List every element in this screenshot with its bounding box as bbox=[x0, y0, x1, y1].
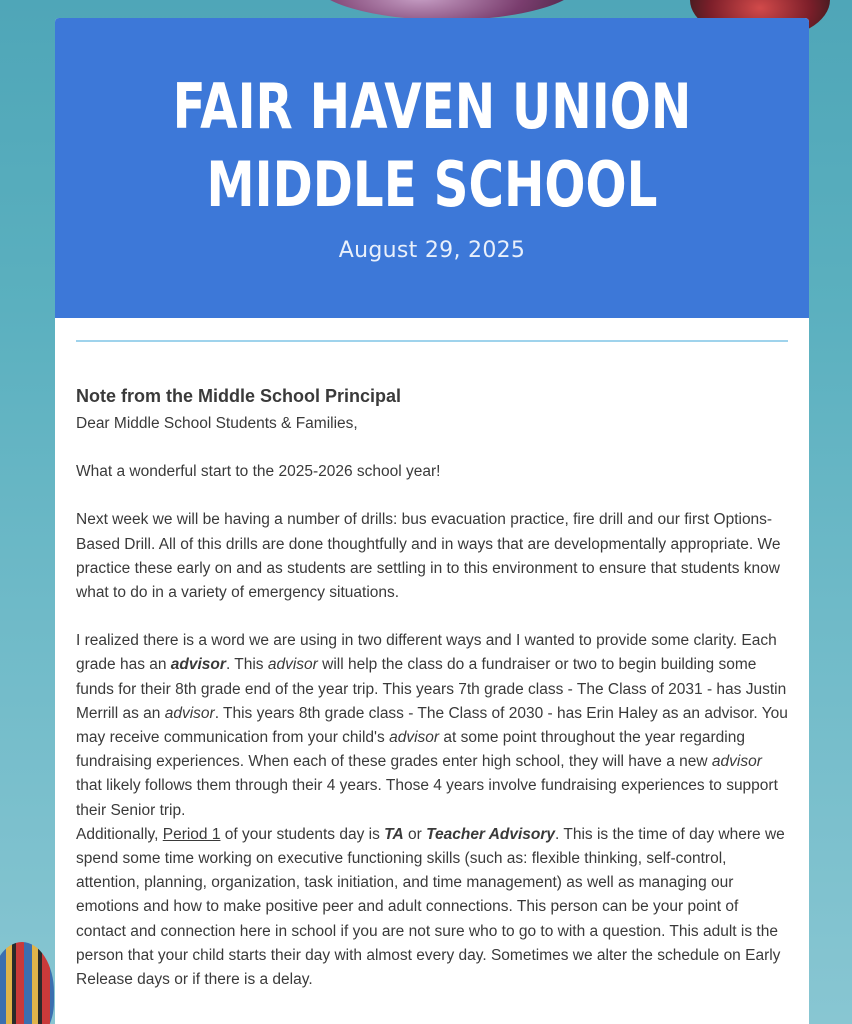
text-run: of your students day is bbox=[220, 825, 385, 843]
advisor-term: advisor bbox=[164, 704, 215, 722]
text-run: . This is the time of day where we spend some time working on executive functioning skills (such as: flexible thinking, self-control, attention, planning, organization, task initiation, and time management) as well as managing our emotions and how to make positive peer and adult connections. This person can be your point of contact and connection here in school if you are not sure who to go to with a question. This adult is the person that your child starts their day with almost every day. Sometimes we alter the schedule on Early Release days or if there is a delay. bbox=[76, 825, 785, 989]
ta-term: TA bbox=[384, 825, 404, 843]
newsletter-header bbox=[55, 18, 809, 318]
newsletter-body bbox=[55, 318, 809, 992]
school-name: FAIR HAVEN UNION MIDDLE SCHOOL bbox=[172, 70, 692, 221]
text-run: or bbox=[403, 825, 427, 843]
text-run: that likely follows them through their 4 years. Those 4 years involve fundraising experiences to support their Senior trip. bbox=[76, 777, 778, 819]
paragraph-drills: Next week we will be having a number of drills: bus evacuation practice, fire drill and our first Options-Based Drill. All of this drills are done thoughtfully and in ways that are developmentally appropriate. We practice these early on and as students are settling in to this environment to ensure that students know what to do in a variety of emergency situations. bbox=[76, 511, 781, 602]
paragraph-welcome: What a wonderful start to the 2025-2026 school year! bbox=[76, 463, 441, 481]
text-run: I realized there is a word we are using in two different ways and I wanted to provide some clarity. Each grade has an bbox=[76, 632, 777, 674]
text-run: at some point throughout the year regarding fundraising experiences. When each of these grades enter high school, they will have a new bbox=[76, 729, 745, 771]
teacher-advisory-term: Teacher Advisory bbox=[426, 825, 556, 843]
period-1-term: Period 1 bbox=[162, 825, 221, 843]
greeting: Dear Middle School Students & Families, bbox=[76, 415, 358, 432]
advisor-term: advisor bbox=[389, 729, 440, 747]
divider bbox=[76, 340, 788, 342]
advisor-term: advisor bbox=[711, 753, 762, 771]
hot-air-balloon-image bbox=[0, 942, 54, 1024]
hot-air-balloon-image bbox=[312, 0, 582, 20]
paragraph-teacher-advisory bbox=[76, 823, 788, 992]
text-run: Additionally, bbox=[76, 825, 163, 843]
newsletter-card bbox=[55, 18, 809, 1024]
section-title: Note from the Middle School Principal bbox=[76, 386, 402, 406]
text-run: will help the class do a fundraiser or two to begin building some funds for their 8th grade end of the year trip. This years 7th grade class - The Class of 2031 - has Justin Merrill as an bbox=[76, 656, 787, 722]
paragraph-advisor bbox=[76, 629, 788, 823]
newsletter-date: August 29, 2025 bbox=[338, 238, 526, 263]
text-run: . This years 8th grade class - The Class of 2030 - has Erin Haley as an advisor. You may receive communication from your child's bbox=[76, 704, 788, 747]
advisor-term-bold: advisor bbox=[170, 656, 226, 674]
advisor-term: advisor bbox=[267, 656, 318, 674]
text-run: . This bbox=[225, 656, 268, 674]
